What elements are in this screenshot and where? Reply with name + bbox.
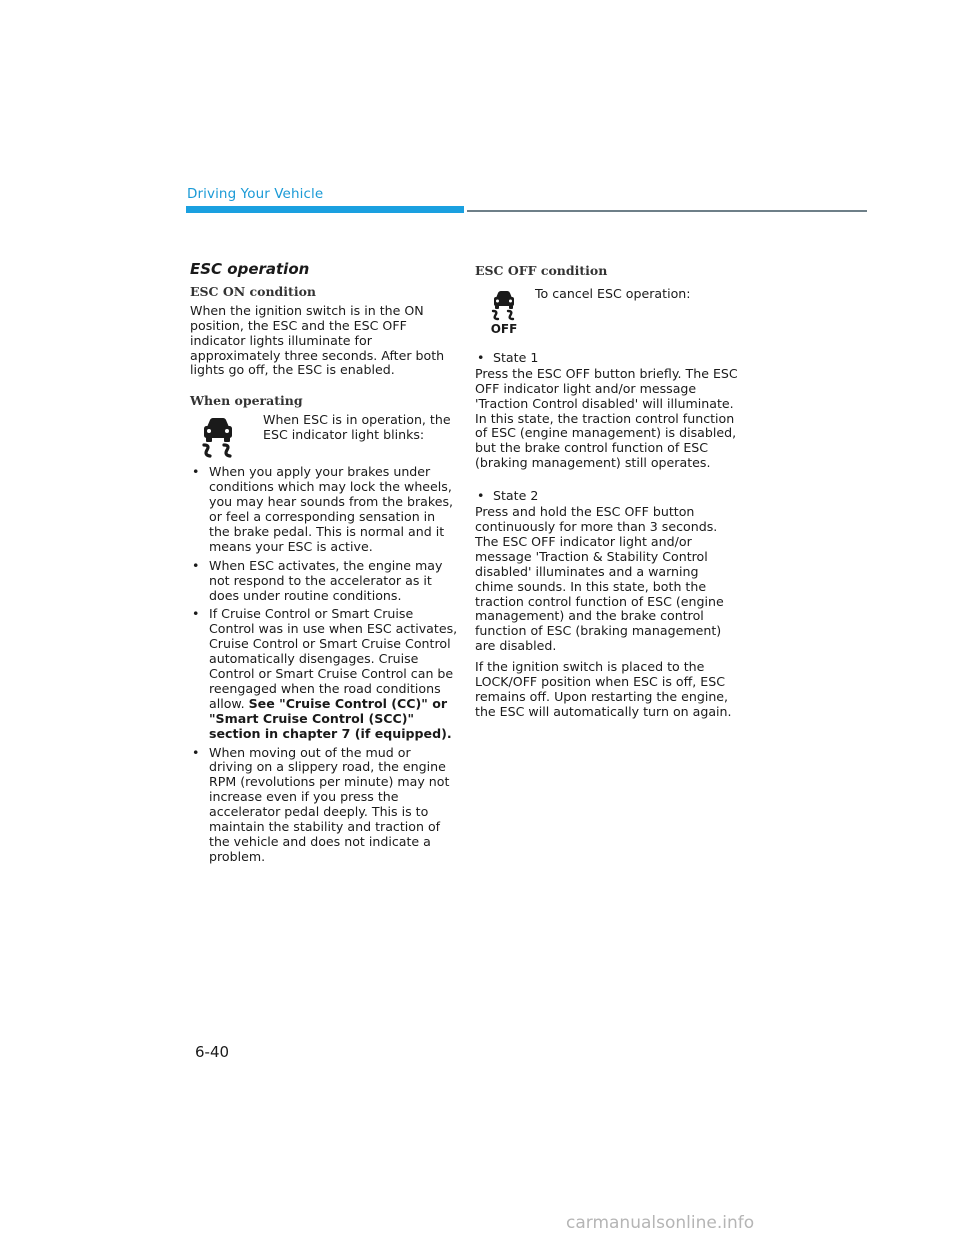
esc-off-intro: To cancel ESC operation: [535, 285, 691, 301]
watermark: carmanualsonline.info [566, 1213, 755, 1233]
when-operating-heading: When operating [190, 393, 303, 409]
section-title: ESC operation [190, 260, 310, 278]
restart-note: If the ignition switch is placed to the LOCK/OFF position when ESC is off, ESC remains off. Upon restarting the engine, the ESC will automatically turn on again. [475, 659, 732, 719]
state-2-block [475, 489, 740, 654]
state-2-text: Press and hold the ESC OFF button continuously for more than 3 seconds. The ESC OFF indicator light and/or message 'Traction & Stability Control disabled' illuminates and a warning chime sounds. In this state, both the traction control function of ESC (engine management) and the brake control function of ESC (braking management) are disabled. [475, 504, 724, 654]
state-2-title: State 2 [493, 488, 539, 504]
bullet-text: When ESC activates, the engine may not respond to the accelerator as it does under routine conditions. [209, 557, 443, 603]
bullet-mark: • [477, 488, 485, 504]
list-item [190, 465, 458, 554]
esc-on-text: When the ignition switch is in the ON position, the ESC and the ESC OFF indicator lights illuminate for approximately three seconds. After both lights go off, the ESC is enabled. [190, 302, 445, 378]
esc-off-indicator-icon [488, 289, 520, 339]
state-2-label [475, 489, 740, 504]
running-header: Driving Your Vehicle [187, 186, 324, 202]
bullet-mark: • [192, 606, 200, 622]
bullet-text: When moving out of the mud or driving on a slippery road, the engine RPM (revolutions per minute) may not increase even if you press the accelerator pedal deeply. This is to maintain the stability and traction of the vehicle and does not indicate a problem. [209, 744, 450, 864]
bullet-mark: • [192, 557, 200, 573]
bullet-text: If Cruise Control or Smart Cruise Control was in use when ESC activates, Cruise Control or Smart Cruise Control automatically disengages. Cruise Control or Smart Cruise Control can be reengaged when the road conditions allow. [209, 606, 458, 711]
left-column [190, 262, 458, 869]
right-column [475, 264, 740, 720]
bullet-mark: • [192, 744, 200, 760]
bullet-text: When you apply your brakes under conditions which may lock the wheels, you may hear sounds from the brakes, or feel a corresponding sensation in the brake pedal. This is normal and it means your ESC is active. [209, 464, 454, 554]
cross-reference: See "Cruise Control (CC)" or "Smart Cruise Control (SCC)" section in chapter 7 (if equipped). [209, 695, 452, 741]
state-1-block [475, 351, 740, 471]
page-number: 6-40 [195, 1043, 230, 1061]
state-1-label [475, 351, 740, 366]
esc-behavior-list [190, 465, 458, 865]
header-rule [467, 210, 867, 212]
esc-indicator-icon [198, 416, 238, 464]
off-icon-label: OFF [490, 321, 518, 335]
bullet-mark: • [477, 349, 485, 365]
list-item [190, 559, 458, 604]
esc-on-heading: ESC ON condition [190, 283, 316, 299]
esc-indicator-row [190, 413, 458, 453]
esc-off-heading: ESC OFF condition [475, 263, 608, 278]
esc-off-indicator-row [475, 283, 740, 337]
list-item [190, 746, 458, 865]
esc-operating-text: When ESC is in operation, the ESC indicator light blinks: [263, 412, 451, 443]
list-item [190, 607, 458, 741]
state-1-title: State 1 [493, 349, 539, 365]
bullet-mark: • [192, 464, 200, 480]
header-accent-bar [186, 206, 464, 213]
state-1-text: Press the ESC OFF button briefly. The ESC OFF indicator light and/or message 'Traction Control disabled' will illuminate. In this state, the traction control function of ESC (engine management) is disabled, but the brake control function of ESC (braking management) still operates. [475, 365, 738, 471]
